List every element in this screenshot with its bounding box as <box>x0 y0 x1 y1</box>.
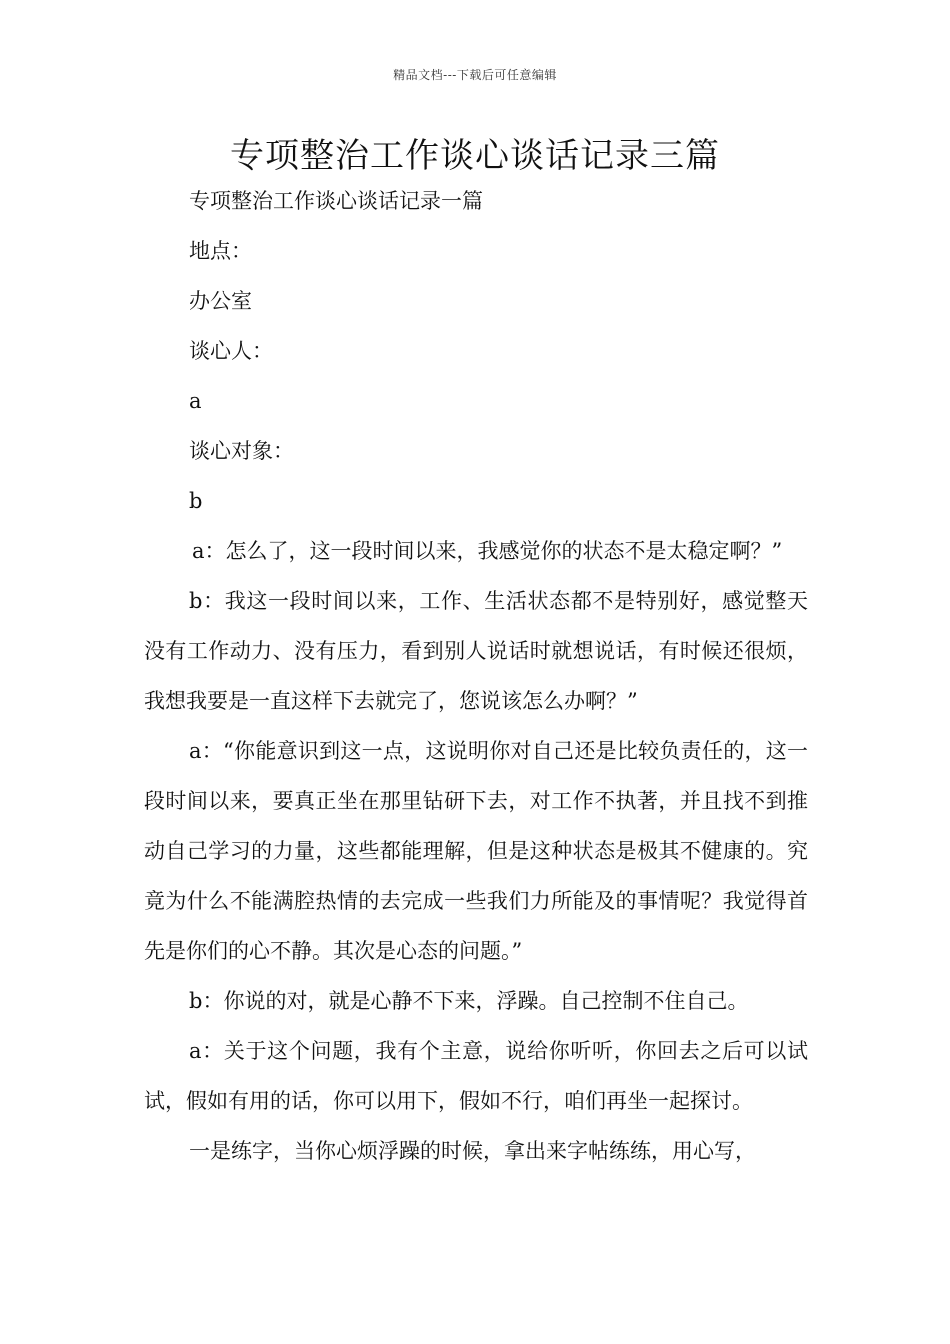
target-value: b <box>189 489 203 513</box>
dialogue-paragraph: b：我这一段时间以来，工作、生活状态都不是特别好，感觉整天没有工作动力、没有压力，看到别人说话时就想说话，有时候还很烦，我想我要是一直这样下去就完了，您说该怎么办啊？” <box>144 589 808 713</box>
document-title: 专项整治工作谈心谈话记录三篇 <box>230 136 720 176</box>
talker-value: a <box>189 389 202 413</box>
talker-label: 谈心人： <box>189 339 273 363</box>
dialogue-paragraph: 一是练字，当你心烦浮躁的时候，拿出来字帖练练，用心写， <box>189 1139 756 1163</box>
dialogue-paragraph: a：怎么了，这一段时间以来，我感觉你的状态不是太稳定啊？” <box>192 539 783 563</box>
dialogue-paragraph: a：“你能意识到这一点，这说明你对自己还是比较负责任的，这一段时间以来，要真正坐在那里钻研下去，对工作不执著，并且找不到推动自己学习的力量，这些都能理解，但是这种状态是极其不健康的。究竟为什么不能满腔热情的去完成一些我们力所能及的事情呢？我觉得首先是你们的心不静。其次是心态的问题。” <box>144 739 808 963</box>
target-label: 谈心对象： <box>189 439 294 463</box>
location-label: 地点： <box>189 239 252 263</box>
location-value: 办公室 <box>189 289 252 313</box>
dialogue-paragraph: b：你说的对，就是心静不下来，浮躁。自己控制不住自己。 <box>189 989 749 1013</box>
document-body <box>144 176 808 1176</box>
header-note: 精品文档---下载后可任意编辑 <box>393 68 557 82</box>
section-heading: 专项整治工作谈心谈话记录一篇 <box>189 189 483 213</box>
dialogue-paragraph: a：关于这个问题，我有个主意，说给你听听，你回去之后可以试试，假如有用的话，你可以用下，假如不行，咱们再坐一起探讨。 <box>144 1039 808 1113</box>
